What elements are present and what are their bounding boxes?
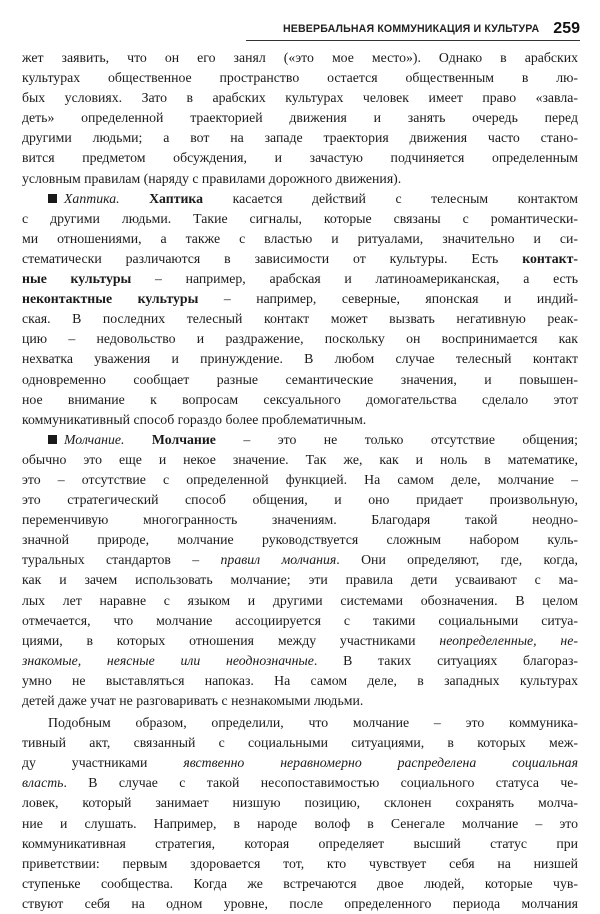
text-line: обычно это еще и некое значение. Так же, как и ноль в математике, xyxy=(22,451,578,467)
bullet-square-icon xyxy=(48,435,57,444)
text-line: как и зачем использовать молчание; эти правила дети усваивают с ма- xyxy=(22,572,578,588)
text-line: ловек, который занимает низшую позицию, склонен сохранять молча- xyxy=(22,795,578,811)
text-line: детей даже учат не разговаривать с незнакомыми людьми. xyxy=(22,693,364,708)
text-line: коммуникативная стратегия, которая определяет высший статус при xyxy=(22,835,578,851)
text-line: это – отсутствие с определенной функцией. На самом деле, молчание – xyxy=(22,471,578,487)
text-line: ствуют себя на одном уровне, после определенного периода молчания xyxy=(22,895,578,911)
term-silence-rules: правил молчания xyxy=(220,552,337,568)
page-body xyxy=(22,48,578,914)
text-line: одновременно сообщает разные семантические значения, и повышен- xyxy=(22,371,578,387)
text-line: знакомые, неясные или неоднозначные. В таких ситуациях благораз- xyxy=(22,652,578,668)
running-header xyxy=(50,18,580,40)
text-line: с другими людьми. Такие сигналы, которые связаны с романтически- xyxy=(22,210,578,226)
paragraph-silence xyxy=(22,430,578,711)
text-line: жет заявить, что он его занял («это мое место»). Однако в арабских xyxy=(22,50,578,65)
text-line: вится предметом обсуждения, и зачастую подчиняется определенным xyxy=(22,150,578,166)
emphasis-relations-cont: знакомые, неясные или неоднозначные xyxy=(22,652,314,668)
text-line: Подобным образом, определили, что молчание – это коммуника- xyxy=(48,715,578,731)
text-line: Хаптика. Хаптика касается действий с телесным контактом xyxy=(22,189,578,209)
header-rule xyxy=(246,40,580,41)
text-line: переменчивую многогранность значениям. Благодаря такой неодно- xyxy=(22,512,578,528)
run-in-heading: Молчание. xyxy=(64,431,125,447)
text-line: ние и слушать. Например, в народе волоф в Сенегале молчание – это xyxy=(22,815,578,831)
text-line: ду участниками явственно неравномерно распределена социальная xyxy=(22,755,578,771)
bullet-square-icon xyxy=(48,194,57,203)
text-line: отмечается, что молчание ассоциируется с такими социальными ситуа- xyxy=(22,612,578,628)
text-line: ская. В последних телесный контакт может вызвать негативную реак- xyxy=(22,311,578,327)
term-contact-cultures-cont: ные культуры xyxy=(22,271,132,287)
text-line: ное внимание к вопросам сексуального домогательства сделало этот xyxy=(22,391,578,407)
text-line: умно не выставляться напоказ. На самом деле, в западных культурах xyxy=(22,672,578,688)
run-in-heading: Хаптика. xyxy=(64,190,120,206)
term-haptics: Хаптика xyxy=(149,190,204,206)
term-silence: Молчание xyxy=(151,431,216,447)
text-line: ступеньке сообщества. Когда же встречаются двое людей, которые чув- xyxy=(22,875,578,891)
text-line: лых лет наравне с языком и другими системами обозначения. В целом xyxy=(22,592,578,608)
text-line: условным правилам (наряду с правилами дорожного движения). xyxy=(22,170,402,186)
text-line: ные культуры – например, арабская и латиноамериканская, а есть xyxy=(22,271,578,287)
paragraph-wolof xyxy=(22,713,578,914)
text-line: культурах общественное пространство остается общественным в лю- xyxy=(22,70,578,86)
text-line: это стратегический способ общения, и оно придает произвольную, xyxy=(22,492,578,508)
text-line: другими людьми; а вот на западе траектория движения часто стано- xyxy=(22,130,578,146)
paragraph-continuation xyxy=(22,48,578,189)
text-line: бых условиях. Зато в арабских культурах человек имеет право «завла- xyxy=(22,90,578,106)
page-number: 259 xyxy=(553,20,580,37)
emphasis-power: явственно неравномерно распределена социальная xyxy=(183,755,578,771)
text-line: стематически различаются в зависимости от культуры. Есть контакт- xyxy=(22,250,578,266)
text-line: циями, в которых отношения между участниками неопределенные, не- xyxy=(22,632,578,648)
text-line: деть» определенной траекторией движения и занять очередь перед xyxy=(22,110,578,126)
text-line: Молчание. Молчание – это не только отсутствие общения; xyxy=(22,430,578,450)
text-line: коммуникативный способ гораздо более проблематичным. xyxy=(22,411,367,427)
term-noncontact-cultures: неконтактные культуры xyxy=(22,291,199,307)
text-line: нехватка уважения и принуждение. В любом случае телесный контакт xyxy=(22,351,578,367)
emphasis-power-cont: власть xyxy=(22,775,64,791)
text-line: тивный акт, связанный с социальными ситуациями, в которых меж- xyxy=(22,735,578,751)
emphasis-relations: неопределенные, не- xyxy=(439,632,578,648)
text-line: приветствии: первым здоровается тот, кто чувствует себя на низшей xyxy=(22,855,578,871)
text-line: цию – недовольство и раздражение, поскольку он воспринимается как xyxy=(22,331,578,347)
running-title: НЕВЕРБАЛЬНАЯ КОММУНИКАЦИЯ И КУЛЬТУРА xyxy=(282,23,540,35)
paragraph-haptics xyxy=(22,189,578,430)
text-line: власть. В случае с такой несопоставимостью социального статуса че- xyxy=(22,775,578,791)
text-line: ми отношениями, а также с властью и ритуалами, значительно и си- xyxy=(22,230,578,246)
text-line: туральных стандартов – правил молчания. Они определяют, где, когда, xyxy=(22,552,578,568)
text-line: значной природе, молчание руководствуется сложным набором куль- xyxy=(22,532,578,548)
term-contact-cultures: контакт- xyxy=(522,250,578,266)
text-line: неконтактные культуры – например, северные, японская и индий- xyxy=(22,291,579,307)
